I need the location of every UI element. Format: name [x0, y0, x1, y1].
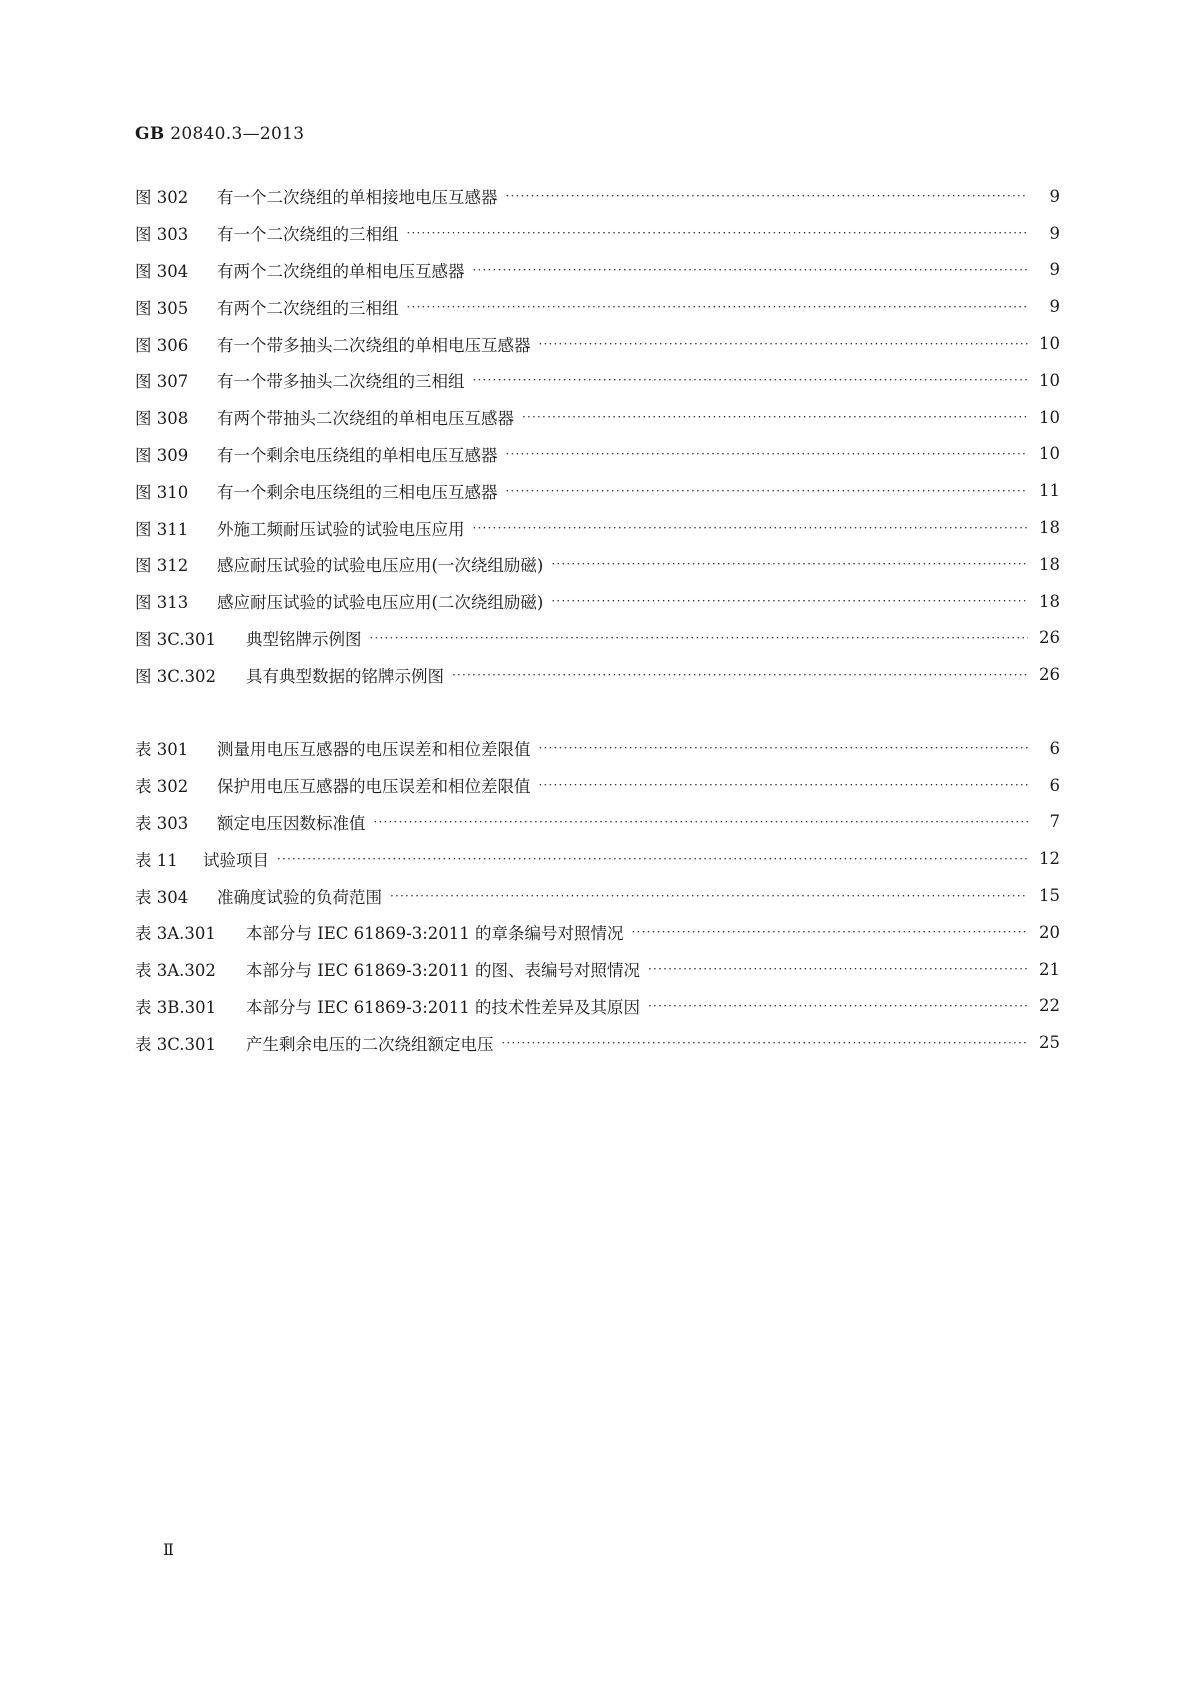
- entry-page: 22: [1039, 996, 1060, 1016]
- entry-title: 本部分与 IEC 61869-3:2011 的技术性差异及其原因: [246, 997, 641, 1017]
- entry-label: 图 303: [135, 225, 189, 245]
- entry-label: 表 301: [135, 740, 189, 760]
- toc-entry[interactable]: [135, 509, 1060, 546]
- standard-number: 20840.3—2013: [170, 124, 305, 144]
- entry-page: 12: [1039, 849, 1060, 869]
- toc-entry[interactable]: [135, 804, 1060, 841]
- entry-title: 额定电压因数标准值: [217, 813, 366, 833]
- dot-leader: [551, 594, 1028, 608]
- entry-page: 26: [1039, 628, 1060, 648]
- toc-entry[interactable]: [135, 951, 1060, 988]
- entry-label: 图 308: [135, 409, 189, 429]
- entry-title: 有两个二次绕组的三相组: [217, 298, 399, 318]
- dot-leader: [473, 263, 1029, 277]
- toc-entry[interactable]: [135, 215, 1060, 252]
- document-header: [135, 124, 304, 144]
- dot-leader: [277, 852, 1028, 866]
- toc-entry[interactable]: [135, 325, 1060, 362]
- entry-page: 7: [1049, 812, 1060, 832]
- dot-leader: [506, 484, 1029, 498]
- dot-leader: [539, 337, 1029, 351]
- entry-label: 表 3B.301: [135, 997, 217, 1017]
- entry-label: 图 3C.302: [135, 666, 217, 686]
- entry-page: 18: [1039, 554, 1060, 574]
- dot-leader: [452, 668, 1028, 682]
- entry-label: 表 303: [135, 813, 189, 833]
- dot-leader: [473, 521, 1029, 535]
- toc-entry[interactable]: [135, 288, 1060, 325]
- toc-entry[interactable]: [135, 767, 1060, 804]
- toc-entry[interactable]: [135, 730, 1060, 767]
- entry-page: 10: [1039, 334, 1060, 354]
- entry-page: 9: [1049, 297, 1060, 317]
- toc-entry[interactable]: [135, 472, 1060, 509]
- entry-title: 具有典型数据的铭牌示例图: [246, 666, 444, 686]
- entry-label: 表 3A.302: [135, 961, 216, 981]
- entry-title: 测量用电压互感器的电压误差和相位差限值: [217, 740, 531, 760]
- entry-label: 图 311: [135, 519, 189, 539]
- toc-entry[interactable]: [135, 840, 1060, 877]
- dot-leader: [390, 889, 1028, 903]
- entry-page: 11: [1039, 481, 1060, 501]
- dot-leader: [502, 1036, 1029, 1050]
- entry-title: 有两个带抽头二次绕组的单相电压互感器: [217, 409, 514, 429]
- entry-title: 有一个带多抽头二次绕组的单相电压互感器: [217, 335, 531, 355]
- toc-entry[interactable]: [135, 178, 1060, 215]
- entry-page: 9: [1049, 186, 1060, 206]
- entry-label: 图 310: [135, 482, 189, 502]
- toc-entry[interactable]: [135, 914, 1060, 951]
- entry-title: 有一个带多抽头二次绕组的三相组: [217, 372, 465, 392]
- entry-title: 感应耐压试验的试验电压应用(一次绕组励磁): [217, 556, 544, 576]
- toc-entry[interactable]: [135, 988, 1060, 1025]
- entry-label: 图 306: [135, 335, 189, 355]
- dot-leader: [473, 373, 1029, 387]
- entry-page: 15: [1039, 886, 1060, 906]
- entry-title: 外施工频耐压试验的试验电压应用: [217, 519, 465, 539]
- entry-page: 9: [1049, 223, 1060, 243]
- toc-entry[interactable]: [135, 546, 1060, 583]
- entry-label: 表 304: [135, 887, 189, 907]
- toc-entry[interactable]: [135, 252, 1060, 289]
- toc-entry[interactable]: [135, 656, 1060, 693]
- entry-label: 图 309: [135, 445, 189, 465]
- entry-title: 典型铭牌示例图: [246, 629, 362, 649]
- entry-label: 图 3C.301: [135, 629, 217, 649]
- entry-page: 10: [1039, 444, 1060, 464]
- dot-leader: [407, 300, 1029, 314]
- entry-title: 有一个二次绕组的三相组: [217, 225, 399, 245]
- entry-label: 表 11: [135, 850, 178, 870]
- dot-leader: [539, 741, 1029, 755]
- entry-label: 图 305: [135, 298, 189, 318]
- dot-leader: [648, 962, 1028, 976]
- entry-title: 试验项目: [203, 850, 269, 870]
- entry-title: 本部分与 IEC 61869-3:2011 的图、表编号对照情况: [246, 961, 641, 981]
- entry-title: 有一个剩余电压绕组的三相电压互感器: [217, 482, 498, 502]
- entry-page: 9: [1049, 260, 1060, 280]
- entry-label: 表 3C.301: [135, 1034, 217, 1054]
- table-list: [135, 730, 1060, 1061]
- standard-prefix: GB: [135, 124, 165, 144]
- entry-page: 18: [1039, 518, 1060, 538]
- entry-label: 图 302: [135, 188, 189, 208]
- entry-page: 25: [1039, 1033, 1060, 1053]
- entry-page: 6: [1049, 775, 1060, 795]
- toc-entry[interactable]: [135, 877, 1060, 914]
- entry-page: 18: [1039, 591, 1060, 611]
- toc-entry[interactable]: [135, 583, 1060, 620]
- dot-leader: [506, 447, 1029, 461]
- entry-title: 有两个二次绕组的单相电压互感器: [217, 261, 465, 281]
- toc-entry[interactable]: [135, 1024, 1060, 1061]
- entry-title: 产生剩余电压的二次绕组额定电压: [246, 1034, 494, 1054]
- dot-leader: [522, 410, 1028, 424]
- entry-title: 保护用电压互感器的电压误差和相位差限值: [217, 777, 531, 797]
- entry-label: 图 313: [135, 593, 189, 613]
- dot-leader: [506, 189, 1029, 203]
- dot-leader: [551, 557, 1028, 571]
- toc-entry[interactable]: [135, 620, 1060, 657]
- entry-title: 有一个剩余电压绕组的单相电压互感器: [217, 445, 498, 465]
- entry-title: 本部分与 IEC 61869-3:2011 的章条编号对照情况: [246, 924, 624, 944]
- dot-leader: [632, 925, 1028, 939]
- entry-page: 20: [1039, 922, 1060, 942]
- dot-leader: [374, 815, 1029, 829]
- entry-label: 图 304: [135, 261, 189, 281]
- page-number: Ⅱ: [163, 1540, 174, 1559]
- dot-leader: [370, 631, 1029, 645]
- figure-list: [135, 178, 1060, 693]
- toc-entry[interactable]: [135, 436, 1060, 473]
- toc-entry[interactable]: [135, 399, 1060, 436]
- entry-label: 图 307: [135, 372, 189, 392]
- entry-title: 准确度试验的负荷范围: [217, 887, 382, 907]
- entry-title: 感应耐压试验的试验电压应用(二次绕组励磁): [217, 593, 544, 613]
- entry-page: 10: [1039, 370, 1060, 390]
- dot-leader: [407, 226, 1029, 240]
- dot-leader: [539, 778, 1029, 792]
- entry-page: 26: [1039, 665, 1060, 685]
- entry-label: 表 3A.301: [135, 924, 216, 944]
- entry-label: 图 312: [135, 556, 189, 576]
- entry-page: 10: [1039, 407, 1060, 427]
- dot-leader: [648, 999, 1028, 1013]
- entry-title: 有一个二次绕组的单相接地电压互感器: [217, 188, 498, 208]
- entry-page: 21: [1039, 959, 1060, 979]
- entry-page: 6: [1049, 738, 1060, 758]
- toc-entry[interactable]: [135, 362, 1060, 399]
- entry-label: 表 302: [135, 777, 189, 797]
